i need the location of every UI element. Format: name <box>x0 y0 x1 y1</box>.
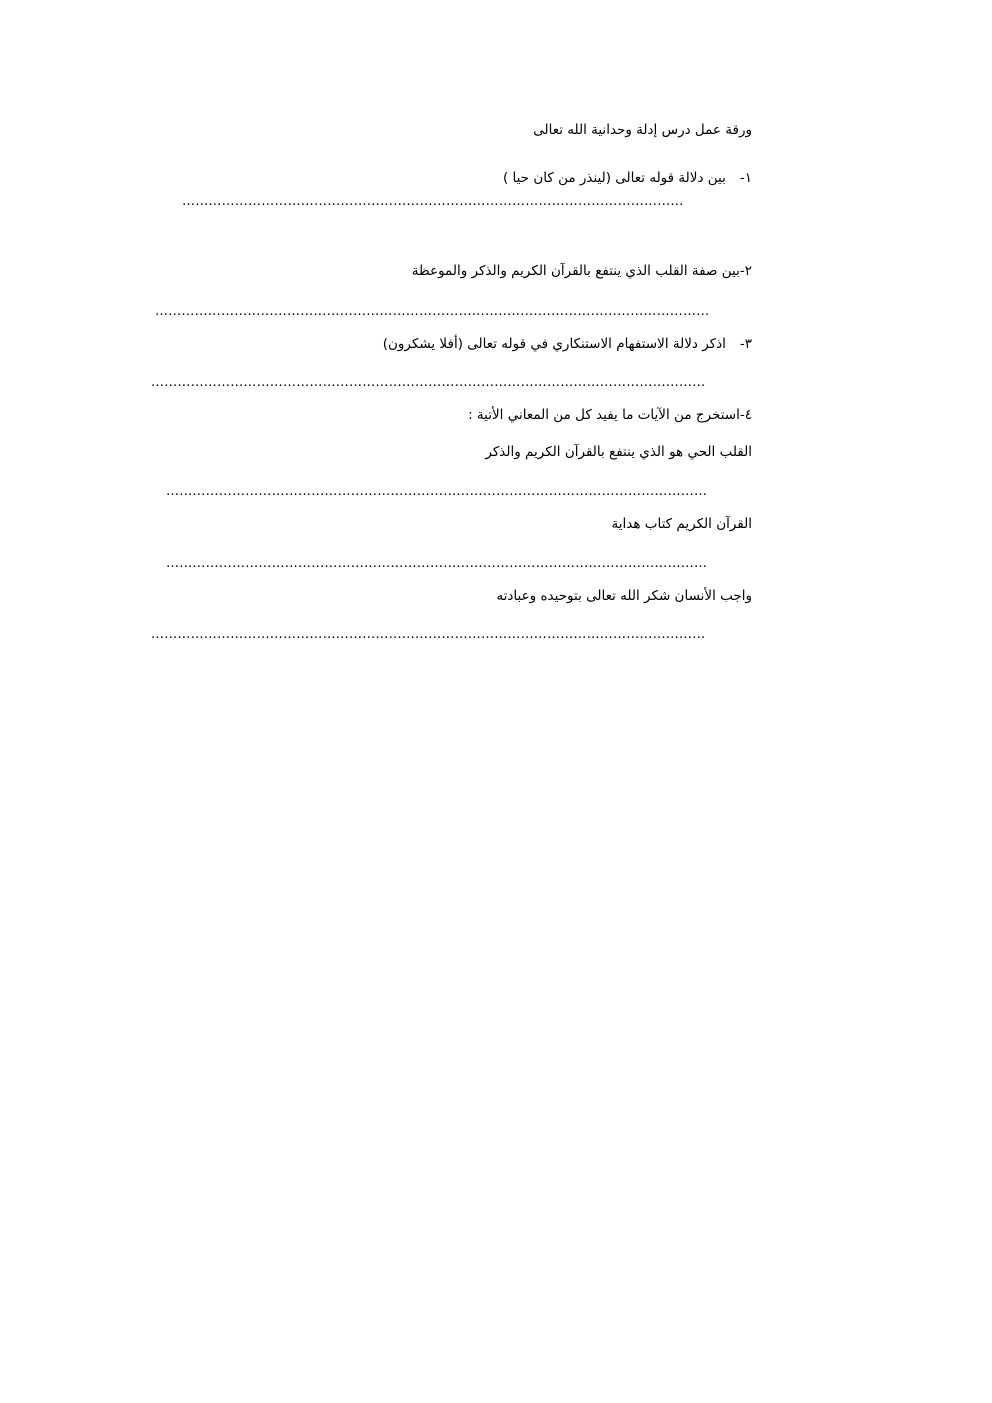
question-4-item-2-answer-line[interactable]: …………………………………………………………………………………………………………… <box>166 557 708 571</box>
question-4-item-3-answer-line[interactable]: ……………………………………………………………………………………………………………… <box>151 628 706 642</box>
question-1-number: ١- <box>739 170 752 186</box>
question-1 <box>503 169 752 187</box>
question-3 <box>383 335 752 353</box>
question-1-answer-line[interactable]: …………………………………………………………………………………………………… <box>182 195 684 209</box>
question-3-answer-line[interactable]: ……………………………………………………………………………………………………………… <box>151 376 706 390</box>
question-2-text: ٢-بين صفة القلب الذي ينتفع بالقرآن الكريم والذكر والموعظة <box>411 263 752 279</box>
question-3-number: ٣- <box>739 336 752 352</box>
question-4-item-1-text: القلب الحي هو الذي ينتفع بالقرآن الكريم والذكر <box>485 444 752 460</box>
worksheet-title: ورقة عمل درس إدلة وحدانية الله تعالى <box>533 122 752 138</box>
question-2-answer-line[interactable]: ……………………………………………………………………………………………………………… <box>155 305 710 319</box>
question-3-text: اذكر دلالة الاستفهام الاستنكاري في قوله تعالى (أفلا يشكرون) <box>382 336 726 352</box>
question-1-text: بين دلالة قوله تعالى (لينذر من كان حيا ) <box>502 170 726 186</box>
question-4-item-1-answer-line[interactable]: …………………………………………………………………………………………………………… <box>166 485 708 499</box>
question-4-item-2-text: القرآن الكريم كتاب هداية <box>611 516 752 532</box>
question-4-text: ٤-استخرج من الآيات ما يفيد كل من المعاني الأتية : <box>468 407 752 423</box>
question-4-item-3-text: واجب الأنسان شكر الله تعالى بتوحيده وعبادته <box>496 588 752 604</box>
